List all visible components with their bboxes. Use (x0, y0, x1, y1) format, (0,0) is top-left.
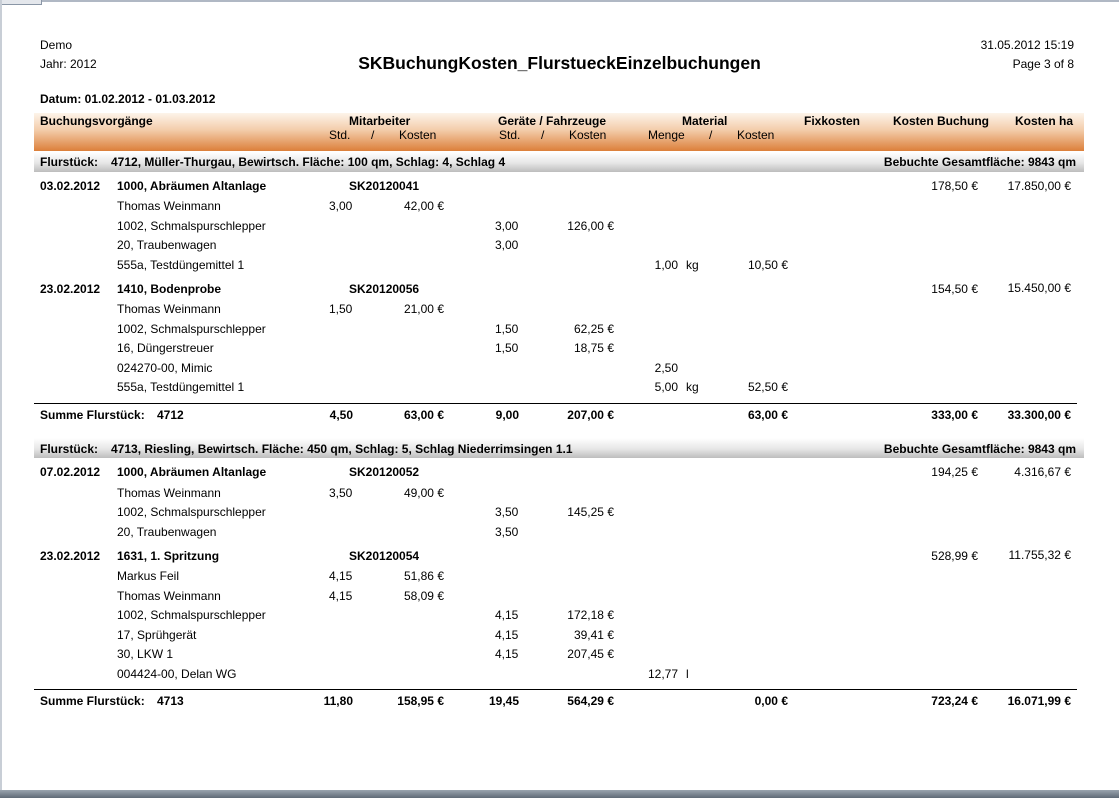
flurstueck-label: Flurstück: (40, 155, 99, 169)
sum-m-kosten: 0,00 € (754, 694, 788, 708)
col-buchungsvorgaenge: Buchungsvorgänge (40, 114, 153, 128)
line-gf-std: 4,15 (495, 647, 519, 661)
sub-gf-std: Std. (499, 128, 521, 142)
sub-gf-kosten: Kosten (569, 128, 607, 142)
window-corner-tab (0, 0, 42, 5)
flurstueck-desc: 4713, Riesling, Bewirtsch. Fläche: 450 qm, Schlag: 5, Schlag Niederrimsingen 1.1 (111, 442, 573, 456)
col-kosten-buchung: Kosten Buchung (893, 114, 989, 128)
line-m-unit: kg (686, 380, 699, 394)
booking-code: SK20120041 (349, 179, 420, 193)
line-m-menge: 5,00 (654, 380, 678, 394)
line-gf-std: 4,15 (495, 608, 519, 622)
line-gf-kosten: 145,25 € (567, 505, 614, 519)
line-name: 1002, Schmalspurschlepper (117, 505, 266, 519)
line-name: Thomas Weinmann (117, 486, 221, 500)
col-mitarbeiter: Mitarbeiter (349, 114, 411, 128)
sum-gf-kosten: 564,29 € (567, 694, 614, 708)
line-ma-std: 1,50 (329, 302, 353, 316)
sum-divider (34, 403, 1077, 404)
booking-date: 07.02.2012 (40, 465, 101, 479)
line-name: 555a, Testdüngemittel 1 (117, 258, 245, 272)
booking-date: 03.02.2012 (40, 179, 101, 193)
window-frame-left (0, 0, 2, 798)
line-gf-kosten: 207,45 € (567, 647, 614, 661)
window-frame-top (0, 0, 1119, 2)
gesamtflaeche: Bebuchte Gesamtfläche: 9843 qm (883, 442, 1076, 456)
line-name: 1002, Schmalspurschlepper (117, 608, 266, 622)
report-title: SKBuchungKosten_FlurstueckEinzelbuchungen (358, 53, 761, 73)
booking-desc: 1000, Abräumen Altanlage (117, 465, 267, 479)
booking-kosten-buchung: 178,50 € (931, 179, 978, 193)
line-gf-kosten: 39,41 € (573, 628, 614, 642)
sum-flurstueck-id: 4713 (157, 694, 184, 708)
line-m-unit: l (686, 667, 689, 681)
line-m-menge: 2,50 (654, 361, 678, 375)
sum-m-kosten: 63,00 € (747, 408, 788, 422)
sum-kosten-buchung: 723,24 € (931, 694, 978, 708)
gesamtflaeche: Bebuchte Gesamtfläche: 9843 qm (883, 155, 1076, 169)
booking-date: 23.02.2012 (40, 549, 101, 563)
sum-kosten-buchung: 333,00 € (931, 408, 978, 422)
line-ma-std: 3,00 (329, 199, 353, 213)
line-name: Markus Feil (117, 569, 180, 583)
line-name: 555a, Testdüngemittel 1 (117, 380, 245, 394)
booking-desc: 1631, 1. Spritzung (117, 549, 220, 563)
line-gf-std: 3,50 (495, 525, 519, 539)
sum-ma-kosten: 63,00 € (403, 408, 444, 422)
line-ma-std: 3,50 (329, 486, 353, 500)
sum-gf-std: 19,45 (488, 694, 519, 708)
booking-desc: 1000, Abräumen Altanlage (117, 179, 267, 193)
line-name: 20, Traubenwagen (117, 525, 217, 539)
flurstueck-desc: 4712, Müller-Thurgau, Bewirtsch. Fläche: 100 qm, Schlag: 4, Schlag 4 (111, 155, 506, 169)
sum-gf-std: 9,00 (495, 408, 519, 422)
line-gf-std: 4,15 (495, 628, 519, 642)
sum-kosten-ha: 16.071,99 € (1007, 694, 1071, 708)
booking-kosten-ha: 15.450,00 € (1007, 281, 1071, 295)
sum-label: Summe Flurstück: (40, 408, 145, 422)
line-gf-std: 3,00 (495, 219, 519, 233)
booking-date: 23.02.2012 (40, 282, 101, 296)
line-m-kosten: 10,50 € (747, 258, 788, 272)
line-gf-std: 3,00 (495, 238, 519, 252)
line-gf-std: 1,50 (495, 322, 519, 336)
booking-kosten-ha: 11.755,32 € (1008, 548, 1071, 562)
line-name: Thomas Weinmann (117, 302, 221, 316)
sum-ma-kosten: 158,95 € (397, 694, 444, 708)
line-m-menge: 1,00 (654, 258, 678, 272)
print-datetime: 31.05.2012 15:19 (980, 38, 1074, 52)
line-gf-kosten: 18,75 € (573, 341, 614, 355)
report-year: Jahr: 2012 (40, 57, 97, 71)
line-ma-kosten: 42,00 € (403, 199, 444, 213)
line-gf-std: 1,50 (495, 341, 519, 355)
sum-ma-std: 11,80 (323, 694, 353, 708)
line-name: Thomas Weinmann (117, 199, 221, 213)
line-gf-kosten: 126,00 € (567, 219, 614, 233)
line-ma-std: 4,15 (329, 569, 353, 583)
line-ma-std: 4,15 (329, 589, 353, 603)
col-geraete: Geräte / Fahrzeuge (498, 114, 607, 128)
col-kosten-ha: Kosten ha (1015, 114, 1074, 128)
line-m-unit: kg (686, 258, 699, 272)
sub-gf-slash: / (541, 128, 545, 142)
line-ma-kosten: 49,00 € (403, 486, 444, 500)
booking-code: SK20120056 (349, 282, 420, 296)
line-name: Thomas Weinmann (117, 589, 221, 603)
col-material: Material (682, 114, 728, 128)
line-name: 004424-00, Delan WG (117, 667, 237, 681)
page-indicator: Page 3 of 8 (1012, 57, 1074, 71)
sum-label: Summe Flurstück: (40, 694, 145, 708)
line-name: 30, LKW 1 (117, 647, 174, 661)
line-ma-kosten: 21,00 € (403, 302, 444, 316)
booking-desc: 1410, Bodenprobe (117, 282, 222, 296)
sub-ma-kosten: Kosten (399, 128, 437, 142)
line-ma-kosten: 51,86 € (403, 569, 444, 583)
window-frame-bottom (0, 790, 1119, 798)
booking-kosten-ha: 4.316,67 € (1014, 465, 1071, 479)
sub-m-kosten: Kosten (737, 128, 775, 142)
line-gf-std: 3,50 (495, 505, 519, 519)
sub-ma-slash: / (371, 128, 375, 142)
sum-divider (34, 689, 1077, 690)
line-gf-kosten: 172,18 € (567, 608, 614, 622)
sub-m-menge: Menge (648, 128, 685, 142)
sum-ma-std: 4,50 (329, 408, 353, 422)
flurstueck-label: Flurstück: (40, 442, 99, 456)
sub-ma-std: Std. (329, 128, 351, 142)
line-gf-kosten: 62,25 € (573, 322, 614, 336)
booking-code: SK20120052 (349, 465, 420, 479)
booking-kosten-ha: 17.850,00 € (1007, 179, 1071, 193)
line-name: 1002, Schmalspurschlepper (117, 219, 266, 233)
sum-gf-kosten: 207,00 € (567, 408, 614, 422)
line-name: 17, Sprühgerät (117, 628, 197, 642)
company-name: Demo (40, 38, 73, 52)
booking-kosten-buchung: 154,50 € (931, 282, 978, 296)
line-m-menge: 12,77 (647, 667, 678, 681)
booking-kosten-buchung: 194,25 € (931, 465, 978, 479)
booking-kosten-buchung: 528,99 € (931, 549, 978, 563)
sum-flurstueck-id: 4712 (157, 408, 184, 422)
line-name: 16, Düngerstreuer (117, 341, 214, 355)
col-fixkosten: Fixkosten (804, 114, 861, 128)
line-name: 024270-00, Mimic (117, 361, 213, 375)
booking-code: SK20120054 (349, 549, 420, 563)
line-name: 20, Traubenwagen (117, 238, 217, 252)
sub-m-slash: / (709, 128, 713, 142)
sum-kosten-ha: 33.300,00 € (1007, 408, 1071, 422)
line-m-kosten: 52,50 € (747, 380, 788, 394)
date-range: Datum: 01.02.2012 - 01.03.2012 (40, 92, 216, 106)
line-name: 1002, Schmalspurschlepper (117, 322, 266, 336)
line-ma-kosten: 58,09 € (403, 589, 444, 603)
